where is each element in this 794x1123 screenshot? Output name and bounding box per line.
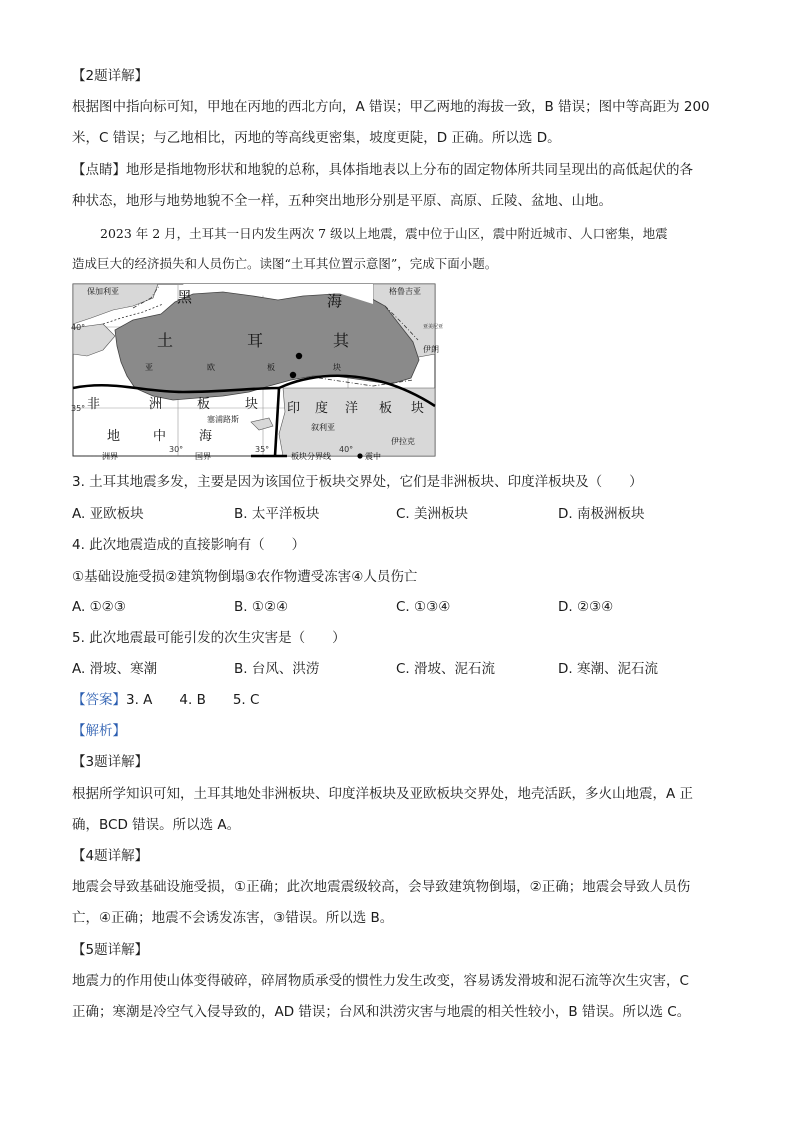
map-svg [71,284,444,456]
d4-paragraph-line1: 地震会导致基础设施受损，①正确；此次地震震级较高，会导致建筑物倒塌，②正确；地震会导致人员伤 [72,879,691,895]
label-yang: 洋 [345,401,359,416]
d3-paragraph-line2: 确，BCD 错误。所以选 A。 [72,817,241,833]
label-bulgaria: 保加利亚 [87,287,119,296]
label-qi: 其 [333,331,350,350]
q5-option-b: B. 台风、洪涝 [234,661,320,677]
legend-epicenter: 震中 [365,452,381,461]
label-lon30: 30° [169,445,184,454]
q3-option-a: A. 亚欧板块 [72,506,144,522]
label-lon35: 35° [255,445,270,454]
label-black: 黑 [177,288,193,306]
legend-svg [73,449,435,463]
label-kuai: 块 [333,363,341,372]
legend-plate: 板块分界线 [291,452,331,461]
label-armenia: 亚美尼亚 [423,324,444,330]
label-lat35: 35° [71,404,86,413]
label-du: 度 [315,401,329,416]
q3-option-b: B. 太平洋板块 [234,506,320,522]
label-kuai3: 块 [411,401,425,416]
d4-paragraph-line2: 亡，④正确；地震不会诱发冻害，③错误。所以选 B。 [72,910,394,926]
d4-heading: 【4题详解】 [72,848,149,864]
label-india: 印 [287,401,301,416]
d3-paragraph-line1: 根据所学知识可知，土耳其地处非洲板块、印度洋板块及亚欧板块交界处，地壳活跃，多火山地震，A 正 [72,786,694,802]
d5-paragraph-line1: 地震力的作用使山体变得破碎，碎屑物质承受的惯性力发生改变，容易诱发滑坡和泥石流等次生灾害，C [72,973,689,989]
label-ban: 板 [267,363,275,372]
legend-epicenter-dot [357,453,362,458]
q5-option-d: D. 寒潮、泥石流 [558,661,658,677]
legend-continent: 洲界 [102,452,118,461]
q3-option-c: C. 美洲板块 [396,506,469,522]
analysis-tag: 【解析】 [72,723,126,739]
label-er: 耳 [247,331,264,350]
label-ban2: 板 [197,397,211,412]
label-hai: 海 [199,429,213,444]
q4-option-b: B. ①②④ [234,599,289,615]
q2-paragraph-line2: 米，C 错误；与乙地相比，丙地的等高线更密集，坡度更陡，D 正确。所以选 D。 [72,130,561,146]
label-lat40: 40° [71,323,86,332]
epicenter-dot-1 [296,353,302,359]
label-kuai2: 块 [245,397,259,412]
answer-tag: 【答案】 [72,692,126,708]
q2-paragraph-line1: 根据图中指向标可知，甲地在丙地的西北方向，A 错误；甲乙两地的海拔一致，B 错误；图中等高距为 200 [72,99,710,115]
d5-paragraph-line2: 正确；寒潮是冷空气入侵导致的，AD 错误；台风和洪涝灾害与地震的相关性较小，B 错误。所以选 C。 [72,1004,691,1020]
q3-option-d: D. 南极洲板块 [558,506,645,522]
label-ou: 欧 [207,363,215,372]
epicenter-dot-2 [290,372,296,378]
label-syria: 叙利亚 [311,423,335,432]
label-zhong: 中 [153,429,167,444]
tip-paragraph-line1: 【点睛】地形是指地物形状和地貌的总称，具体指地表以上分布的固定物体所共同呈现出的高低起伏的各 [72,162,693,178]
tip-paragraph-line2: 种状态，地形与地势地貌不全一样，五种突出地形分别是平原、高原、丘陵、盆地、山地。 [72,193,612,209]
label-ban3: 板 [379,401,393,416]
d3-heading: 【3题详解】 [72,754,149,770]
turkey-location-map [71,284,444,456]
label-sea: 海 [327,292,343,310]
label-iran: 伊朗 [423,345,439,354]
q5-option-c: C. 滑坡、泥石流 [396,661,496,677]
d5-heading: 【5题详解】 [72,942,149,958]
q3-stem: 3. 土耳其地震多发，主要是因为该国位于板块交界处，它们是非洲板块、印度洋板块及（ ） [72,474,643,490]
q2-heading: 【2题详解】 [72,68,149,84]
label-iraq: 伊拉克 [391,437,415,446]
label-zhou: 洲 [149,397,163,412]
label-georgia: 格鲁吉亚 [389,287,421,296]
label-tu: 土 [157,331,174,350]
q4-option-a: A. ①②③ [72,599,126,615]
label-cyprus: 塞浦路斯 [207,415,239,424]
legend-national: 国界 [195,452,211,461]
q5-stem: 5. 此次地震最可能引发的次生灾害是（ ） [72,630,346,646]
map-legend [73,448,435,462]
label-ya: 亚 [145,363,153,372]
intro-paragraph-line1: 2023 年 2 月，土耳其一日内发生两次 7 级以上地震，震中位于山区，震中附近城市、人口密集，地震 [100,226,668,241]
intro-paragraph-line2: 造成巨大的经济损失和人员伤亡。读图“土耳其位置示意图”，完成下面小题。 [72,256,498,271]
label-lon40: 40° [339,445,354,454]
answer-line [72,690,259,710]
q4-stem: 4. 此次地震造成的直接影响有（ ） [72,537,306,553]
q4-option-d: D. ②③④ [558,599,614,615]
q4-option-c: C. ①③④ [396,599,451,615]
q5-option-a: A. 滑坡、寒潮 [72,661,158,677]
label-di: 地 [107,429,121,444]
label-fei: 非 [87,397,101,412]
answer-text: 3. A 4. B 5. C [126,692,260,708]
q4-items: ①基础设施受损②建筑物倒塌③农作物遭受冻害④人员伤亡 [72,569,418,585]
